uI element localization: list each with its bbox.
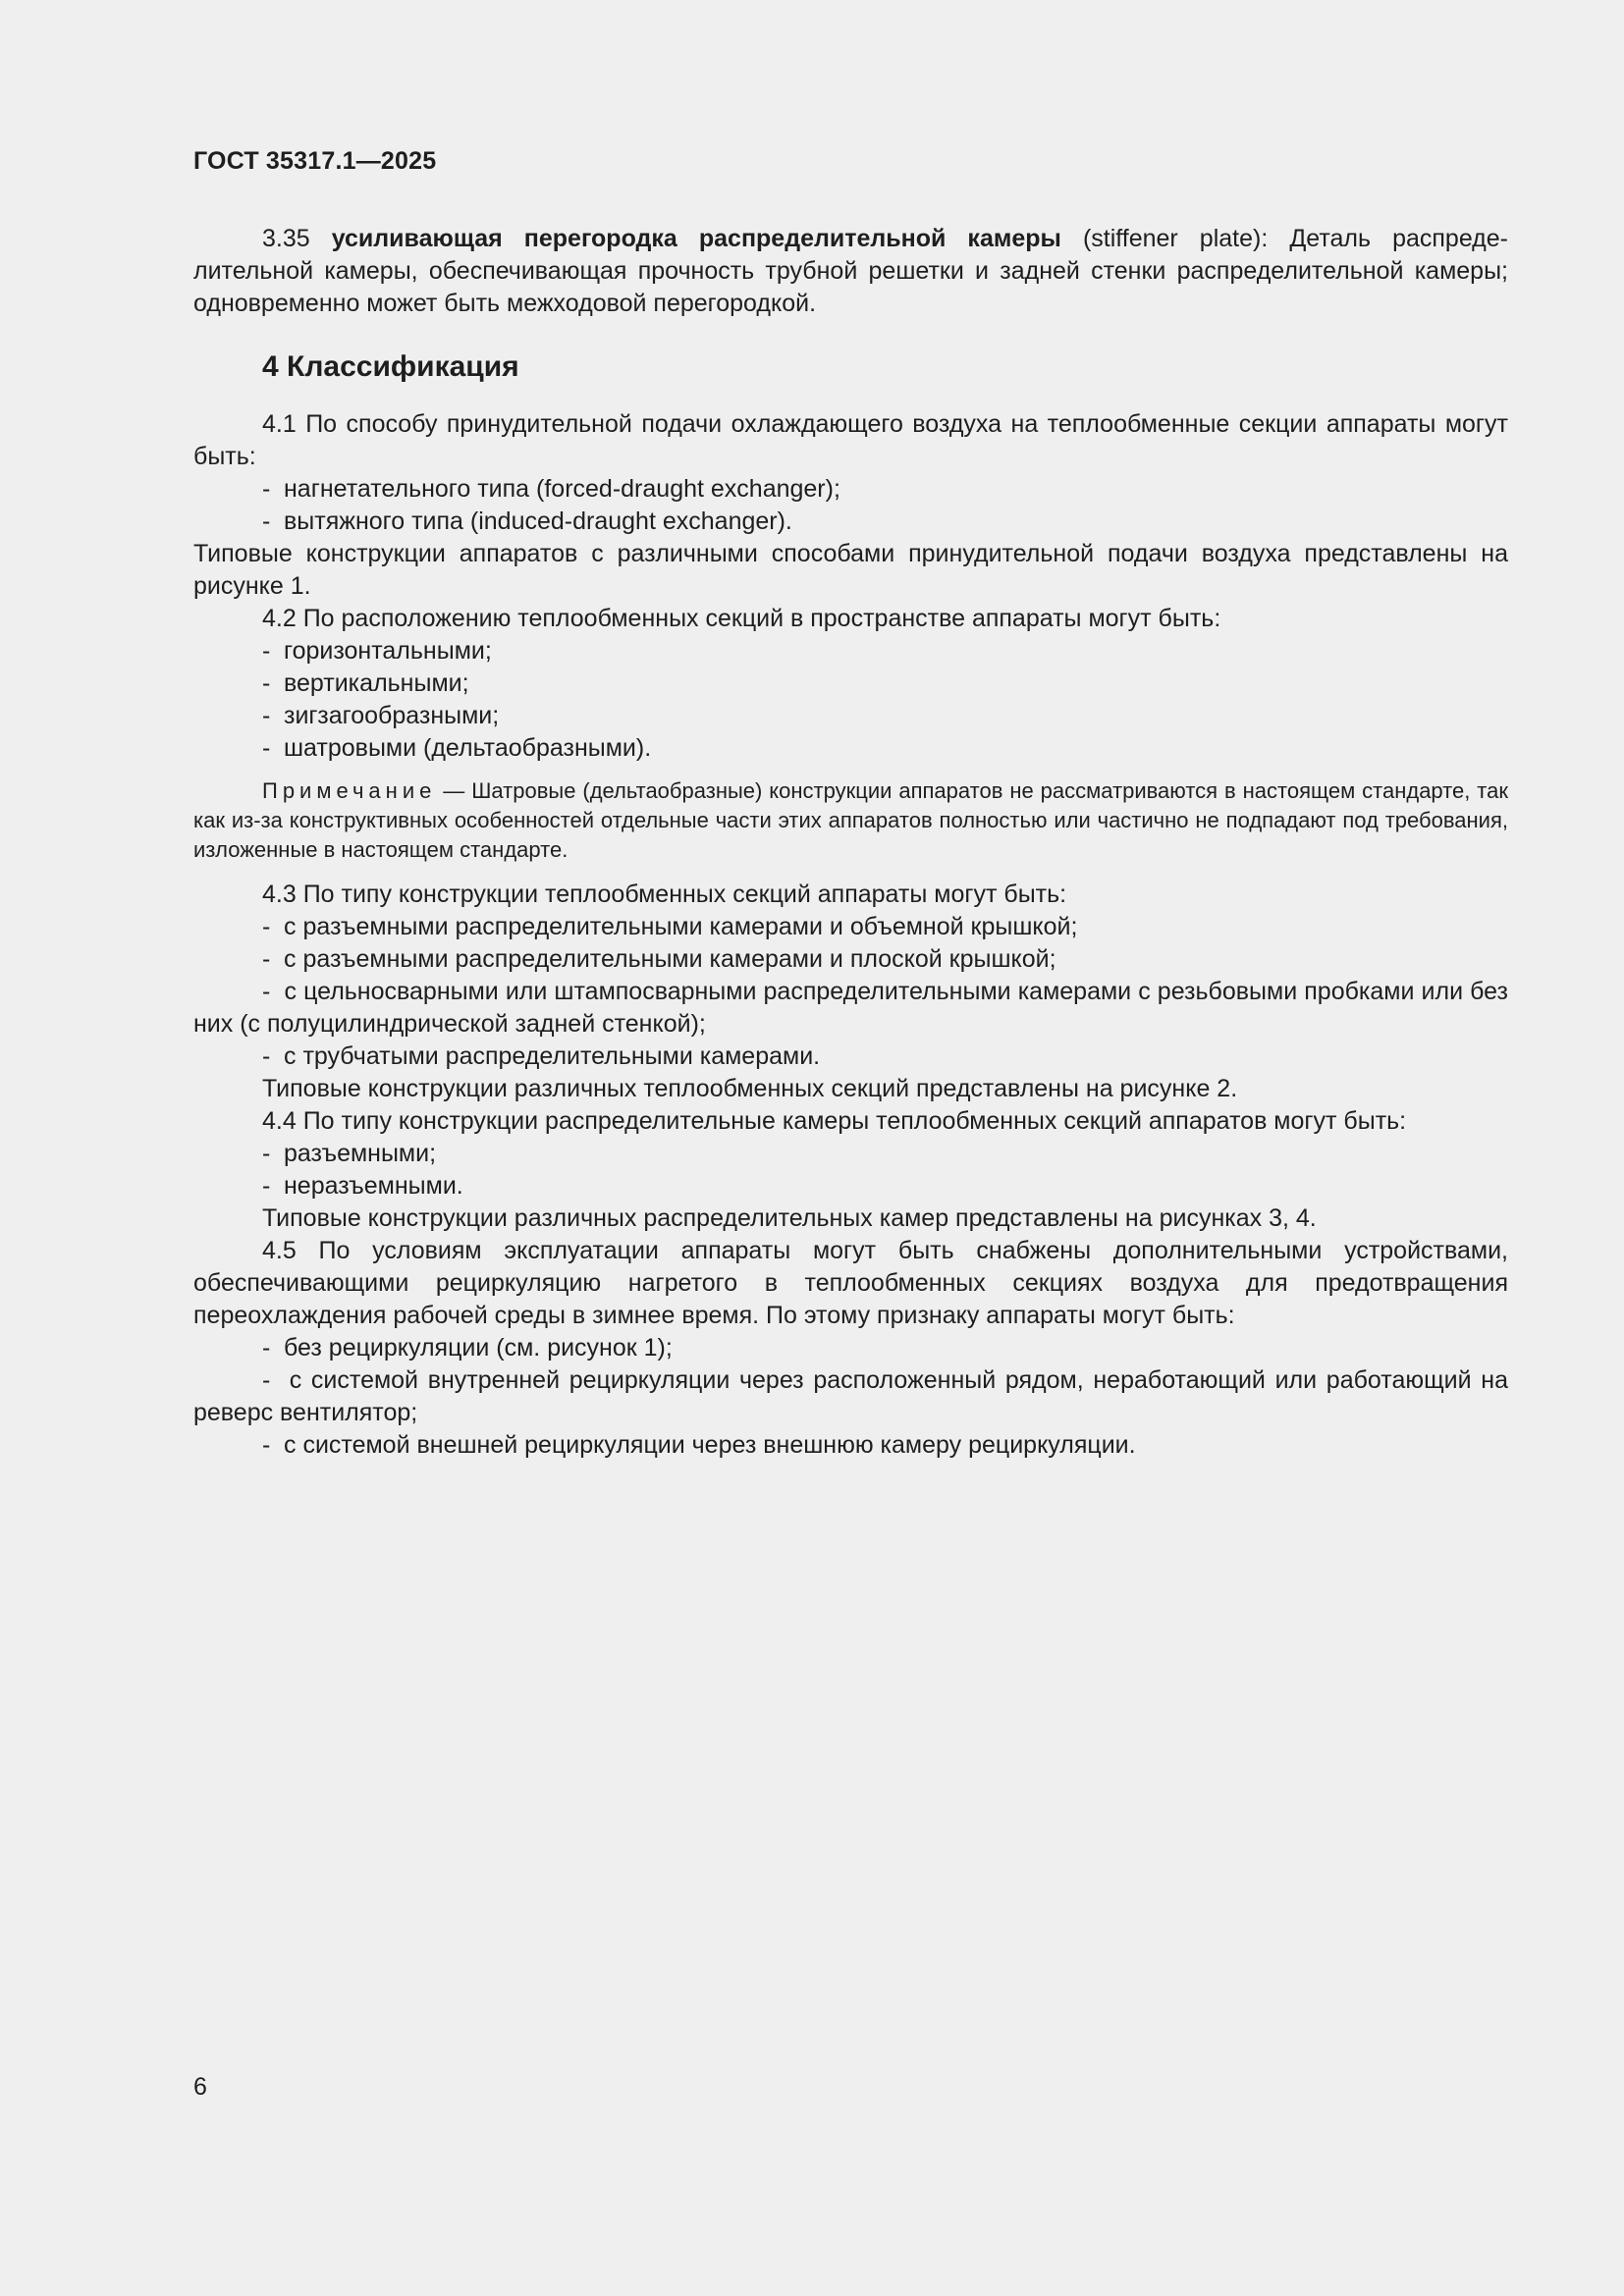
- term-definition-rest: лительной камеры, обеспечивающая прочность трубной решетки и задней стенки распределительной камеры; одновременно может быть межходовой перегородкой.: [193, 257, 1508, 317]
- clause-4-4: 4.4 По типу конструкции распределительные камеры теплообменных секций аппаратов могут быть:: [262, 1107, 1407, 1135]
- clause-4-2: 4.2 По расположению теплообменных секций в пространстве аппараты могут быть:: [262, 605, 1221, 632]
- list-item: - без рециркуляции (см. рисунок 1);: [262, 1334, 673, 1362]
- list-item: - с цельносварными или штампосварными распределительными камерами с резьбовыми пробками или без них (с полуцилиндрической задней стенкой);: [193, 978, 1508, 1038]
- clause-number: 3.35: [262, 225, 310, 252]
- note-label: Примечание: [262, 778, 437, 803]
- term-definition-start: (stiffener plate): Деталь распреде-: [1082, 225, 1508, 252]
- list-item: - горизонтальными;: [262, 637, 492, 665]
- list-item: - нагнетательного типа (forced-draught exchanger);: [262, 475, 840, 503]
- page-content: [193, 223, 1508, 1462]
- list-item: - шатровыми (дельтаобразными).: [262, 734, 652, 762]
- note-block: [193, 776, 1508, 865]
- term-bold: усиливающая перегородка распределительной камеры: [331, 225, 1061, 252]
- figure-reference: Типовые конструкции различных распределительных камер представлены на рисунках 3, 4.: [262, 1204, 1317, 1232]
- clause-4-1: 4.1 По способу принудительной подачи охлаждающего воздуха на теплообменные секции аппараты могут быть:: [193, 410, 1508, 470]
- clause-4-3: 4.3 По типу конструкции теплообменных секций аппараты могут быть:: [262, 881, 1067, 908]
- list-item: - с трубчатыми распределительными камерами.: [262, 1042, 821, 1070]
- figure-reference: Типовые конструкции различных теплообменных секций представлены на рисунке 2.: [262, 1075, 1238, 1102]
- list-item: - с системой внешней рециркуляции через внешнюю камеру рециркуляции.: [262, 1431, 1136, 1459]
- note-text: — Шатровые (дельтаобразные) конструкции аппаратов не рассматриваются в настоящем стандарте, так как из-за конструктивных особенностей отдельные части этих аппаратов полностью или частично не подпадают под требования, изложенные в настоящем стандарте.: [193, 778, 1508, 862]
- list-item: - с разъемными распределительными камерами и плоской крышкой;: [262, 945, 1056, 973]
- list-item: - неразъемными.: [262, 1172, 463, 1200]
- list-item: - с разъемными распределительными камерами и объемной крышкой;: [262, 913, 1078, 940]
- list-item: - вытяжного типа (induced-draught exchanger).: [262, 507, 792, 535]
- list-item: - зигзагообразными;: [262, 702, 500, 729]
- list-item: - вертикальными;: [262, 669, 469, 697]
- clause-4-5: 4.5 По условиям эксплуатации аппараты могут быть снабжены дополнительными устройствами, обеспечивающими рециркуляцию нагретого в теплообменных секциях воздуха для предотвращения переохлаждения рабочей среды в зимнее время. По этому признаку аппараты могут быть:: [193, 1237, 1508, 1329]
- page-number: 6: [193, 2073, 207, 2101]
- section-heading: 4 Классификация: [262, 350, 519, 383]
- list-item: - разъемными;: [262, 1140, 437, 1167]
- document-code: ГОСТ 35317.1—2025: [193, 147, 437, 175]
- clause-3-35: [193, 223, 1508, 320]
- figure-reference: Типовые конструкции аппаратов с различными способами принудительной подачи воздуха представлены на рисунке 1.: [193, 540, 1508, 600]
- list-item: - с системой внутренней рециркуляции через расположенный рядом, неработающий или работающий на реверс вентилятор;: [193, 1366, 1509, 1426]
